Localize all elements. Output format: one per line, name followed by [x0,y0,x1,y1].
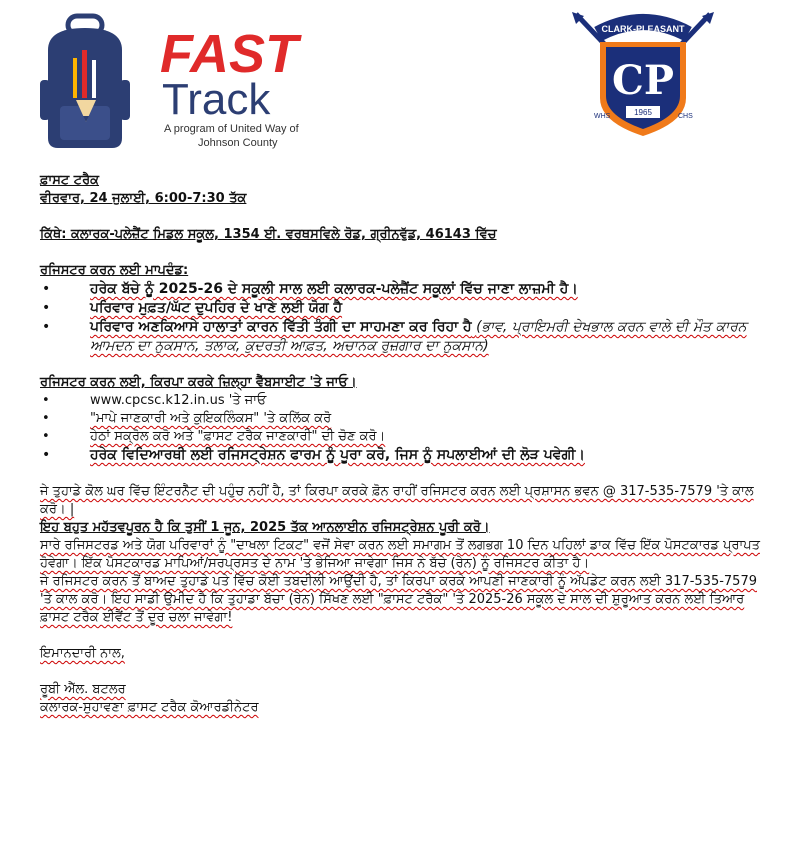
document-body [40,172,760,717]
step-2: "ਮਾਪੇ ਜਾਣਕਾਰੀ ਅਤੇ ਕੁਇਕਲਿੰਕਸ" 'ਤੇ ਕਲਿੱਕ ਕਰੋ [90,411,332,426]
list-item [42,280,760,299]
signer-title: ਕਲਾਰਕ-ਸੁਹਾਵਣਾ ਫ਼ਾਸਟ ਟਰੈਕ ਕੋਆਰਡੀਨੇਟਰ [40,700,259,715]
backpack-icon [40,10,310,152]
list-item [42,428,760,446]
bullet-icon: • [42,319,51,335]
criteria-item-2: ਪਰਿਵਾਰ ਮੁਫ਼ਤ/ਘੱਟ ਦੁਪਹਿਰ ਦੇ ਖਾਣੇ ਲਈ ਯੋਗ ਹੈ [90,300,343,316]
phone-paragraph: ਜੇ ਤੁਹਾਡੇ ਕੋਲ ਘਰ ਵਿੱਚ ਇੰਟਰਨੈੱਟ ਦੀ ਪਹੁੰਚ ਨਹੀਂ ਹੈ, ਤਾਂ ਕਿਰਪਾ ਕਰਕੇ ਫ਼ੋਨ ਰਾਹੀਂ ਰਜਿਸਟਰ ਕਰਨ ਲਈ ਪ੍ਰਸ਼ਾਸਨ ਭਵਨ @ 317-535-7579 'ਤੇ ਕਾਲ ਕਰੋ। | [40,484,754,517]
event-date: ਵੀਰਵਾਰ, 24 ਜੁਲਾਈ, 6:00-7:30 ਤੱਕ [40,191,247,206]
criteria-heading: ਰਜਿਸਟਰ ਕਰਨ ਲਈ ਮਾਪਦੰਡ: [40,263,189,278]
right-tag: CHS [678,113,693,120]
tagline-1: A program of United Way of [164,123,299,135]
list-item [42,318,760,356]
list-item [42,392,760,410]
list-item [42,299,760,318]
bullet-icon: • [42,429,50,444]
tagline-2: Johnson County [198,137,278,149]
ticket-paragraph: ਸਾਰੇ ਰਜਿਸਟਰਡ ਅਤੇ ਯੋਗ ਪਰਿਵਾਰਾਂ ਨੂੰ "ਦਾਖਲਾ ਟਿਕਟ" ਵਜੋਂ ਸੇਵਾ ਕਰਨ ਲਈ ਸਮਾਗਮ ਤੋਂ ਲਗਭਗ 10 ਦਿਨ ਪਹਿਲਾਂ ਡਾਕ ਵਿੱਚ ਇੱਕ ਪੋਸਟਕਾਰਡ ਪ੍ਰਾਪਤ ਹੋਵੇਗਾ। ਇੱਕ ਪੋਸਟਕਾਰਡ ਮਾਪਿਆਂ/ਸਰਪ੍ਰਸਤ ਦੇ ਨਾਮ 'ਤੇ ਭੇਜਿਆ ਜਾਵੇਗਾ ਜਿਸ ਨੇ ਬੱਚੇ (ਰੇਨ) ਨੂੰ ਰਜਿਸਟਰ ਕੀਤਾ ਹੈ। [40,538,760,571]
year: 1965 [634,108,652,117]
bullet-icon: • [42,447,51,463]
important-note: ਇਹ ਬਹੁਤ ਮਹੱਤਵਪੂਰਨ ਹੈ ਕਿ ਤੁਸੀਂ 1 ਜੂਨ, 2025 ਤੱਕ ਆਨਲਾਈਨ ਰਜਿਸਟ੍ਰੇਸ਼ਨ ਪੂਰੀ ਕਰੋ। [40,520,490,535]
criteria-item-3: ਪਰਿਵਾਰ ਅਣਕਿਆਸੇ ਹਾਲਾਤਾਂ ਕਾਰਨ ਵਿੱਤੀ ਤੰਗੀ ਦਾ ਸਾਹਮਣਾ ਕਰ ਰਿਹਾ ਹੈ [90,319,472,335]
register-heading: ਰਜਿਸਟਰ ਕਰਨ ਲਈ, ਕਿਰਪਾ ਕਰਕੇ ਜ਼ਿਲ੍ਹਾ ਵੈੱਬਸਾਈਟ 'ਤੇ ਜਾਓ। [40,375,357,390]
list-item [42,446,760,465]
monogram: CP [612,57,674,104]
brand-track: Track [162,75,271,124]
fast-track-logo [40,10,310,152]
bullet-icon: • [42,281,51,297]
criteria-item-1: ਹਰੇਕ ਬੱਚੇ ਨੂੰ 2025-26 ਦੇ ਸਕੂਲੀ ਸਾਲ ਲਈ ਕਲਾਰਕ-ਪਲੇਜ਼ੈਂਟ ਸਕੂਲਾਂ ਵਿੱਚ ਜਾਣਾ ਲਾਜ਼ਮੀ ਹੈ। [90,281,578,297]
step-4: ਹਰੇਕ ਵਿਦਿਆਰਥੀ ਲਈ ਰਜਿਸਟ੍ਰੇਸ਼ਨ ਫਾਰਮ ਨੂੰ ਪੂਰਾ ਕਰੋ, ਜਿਸ ਨੂੰ ਸਪਲਾਈਆਂ ਦੀ ਲੋੜ ਪਵੇਗੀ। [90,447,585,463]
brand-fast: FAST [160,24,299,84]
left-tag: WHS [594,113,611,120]
bullet-icon: • [42,411,50,426]
arc-text: CLARK-PLEASANT [601,24,685,34]
signer-name: ਰੂਬੀ ਐੱਲ. ਬਟਲਰ [40,682,126,697]
list-item [42,410,760,428]
closing: ਇਮਾਨਦਾਰੀ ਨਾਲ, [40,646,125,661]
shield-icon [570,10,716,140]
step-1[interactable]: www.cpcsc.k12.in.us 'ਤੇ ਜਾਓ [90,393,267,408]
step-3: ਹੇਠਾਂ ਸਕ੍ਰੋਲ ਕਰੋ ਅਤੇ "ਫ਼ਾਸਟ ਟਰੈਕ ਜਾਣਕਾਰੀ" ਦੀ ਚੋਣ ਕਰੋ। [90,429,386,444]
bullet-icon: • [42,300,51,316]
event-location: ਕਿੱਥੇ: ਕਲਾਰਕ-ਪਲੇਜ਼ੈਂਟ ਮਿਡਲ ਸਕੂਲ, 1354 ਈ. ਵਰਥਸਵਿਲੇ ਰੋਡ, ਗ੍ਰੀਨਵੁੱਡ, 46143 ਵਿੱਚ [40,227,497,242]
bullet-icon: • [42,393,50,408]
doc-title: ਫ਼ਾਸਟ ਟਰੈਕ [40,173,100,188]
clark-pleasant-logo [570,10,716,140]
criteria-note: (ਭਾਵ, ਪ੍ਰਾਇਮਰੀ ਦੇਖਭਾਲ ਕਰਨ ਵਾਲੇ ਦੀ ਮੌਤ ਕਾਰਨ ਆਮਦਨ ਦਾ ਨੁਕਸਾਨ, ਤਲਾਕ, ਕੁਦਰਤੀ ਆਫ਼ਤ, ਅਚਾਨਕ ਰੁਜ਼ਗਾਰ ਦਾ ਨੁਕਸਾਨ) [90,319,747,354]
update-paragraph: ਜੇ ਰਜਿਸਟਰ ਕਰਨ ਤੋਂ ਬਾਅਦ ਤੁਹਾਡੇ ਪਤੇ ਵਿੱਚ ਕੋਈ ਤਬਦੀਲੀ ਆਉਂਦੀ ਹੈ, ਤਾਂ ਕਿਰਪਾ ਕਰਕੇ ਆਪਣੀ ਜਾਣਕਾਰੀ ਨੂੰ ਅੱਪਡੇਟ ਕਰਨ ਲਈ 317-535-7579 'ਤੇ ਕਾਲ ਕਰੋ। ਇਹ ਸਾਡੀ ਉਮੀਦ ਹੈ ਕਿ ਤੁਹਾਡਾ ਬੱਚਾ (ਰੇਨ) ਸਿੱਖਣ ਲਈ "ਫ਼ਾਸਟ ਟਰੈਕ" 'ਤੇ 2025-26 ਸਕੂਲ ਦੇ ਸਾਲ ਦੀ ਸ਼ੁਰੂਆਤ ਕਰਨ ਲਈ ਤਿਆਰ ਫ਼ਾਸਟ ਟਰੈਕ ਈਵੈਂਟ ਤੋਂ ਦੂਰ ਚਲਾ ਜਾਵੇਗਾ! [40,574,757,625]
